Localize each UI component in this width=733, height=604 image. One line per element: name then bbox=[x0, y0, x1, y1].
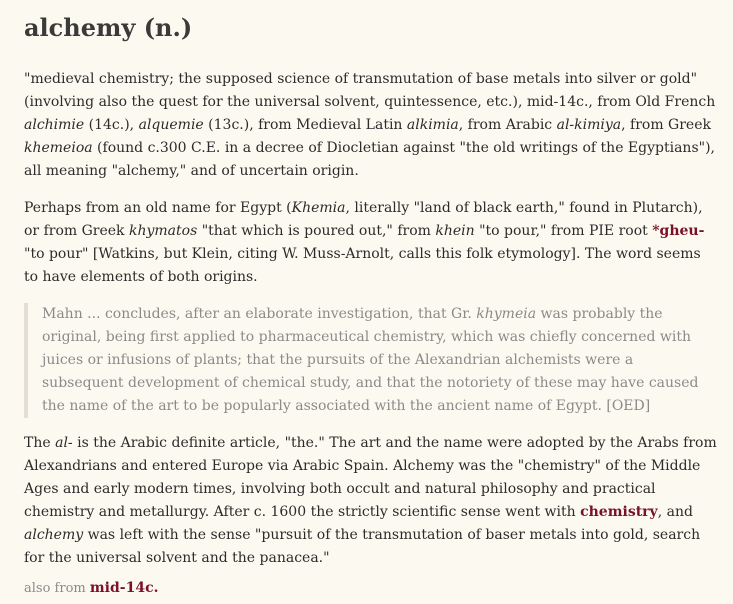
italic-word: alchimie bbox=[24, 117, 85, 133]
text-span: , from Greek bbox=[621, 117, 711, 133]
italic-word: khein bbox=[435, 223, 475, 239]
italic-word: Khemia bbox=[291, 200, 346, 216]
italic-word: al-kimiya bbox=[556, 117, 622, 133]
entry-title: alchemy (n.) bbox=[24, 13, 193, 42]
italic-word: al- bbox=[55, 435, 73, 451]
oed-quote bbox=[24, 303, 719, 418]
history-paragraph bbox=[24, 432, 719, 570]
text-span: "to pour" [Watkins, but Klein, citing W. Muss-Arnolt, calls this folk etymology]. The word seems to have elements of both origins. bbox=[24, 246, 701, 285]
text-span: "medieval chemistry; the supposed science of transmutation of base metals into silver or gold" (involving also the quest for the universal solvent, quintessence, etc.), mid-14c., from Old French bbox=[24, 71, 716, 110]
text-span: Perhaps from an old name for Egypt ( bbox=[24, 200, 292, 216]
text-span: "that which is poured out," from bbox=[197, 223, 436, 239]
text-span: , literally "land of black earth," found in Plutarch), or from Greek bbox=[24, 200, 703, 239]
text-span: Mahn ... concludes, after an elaborate investigation, that Gr. bbox=[42, 306, 477, 322]
definition-paragraph bbox=[24, 68, 719, 183]
text-span: The bbox=[24, 435, 56, 451]
gheu-root-link[interactable]: *gheu- bbox=[652, 223, 705, 239]
chemistry-link[interactable]: chemistry bbox=[580, 504, 658, 520]
text-span: , from Arabic bbox=[458, 117, 557, 133]
italic-word: khemeioa bbox=[24, 140, 93, 156]
text-span: (13c.), from Medieval Latin bbox=[203, 117, 407, 133]
text-span: (14c.), bbox=[84, 117, 139, 133]
text-span: was probably the original, being first applied to pharmaceutical chemistry, which was chiefly concerned with juices or infusions of plants; that the pursuits of the Alexandrian alchemists were a subsequent development of chemical study, and that the notoriety of these may have caused the name of the art to be popularly associated with the ancient name of Egypt. [OED] bbox=[42, 306, 699, 414]
italic-word: khymatos bbox=[128, 223, 198, 239]
also-from-label: also from bbox=[24, 581, 90, 596]
italic-word: alkimia bbox=[406, 117, 459, 133]
text-span: , and bbox=[657, 504, 693, 520]
text-span: "to pour," from PIE root bbox=[474, 223, 653, 239]
italic-word: alquemie bbox=[138, 117, 204, 133]
text-span: was left with the sense "pursuit of the transmutation of baser metals into gold, search for the universal solvent and the panacea." bbox=[24, 527, 701, 566]
also-from-line bbox=[24, 578, 719, 599]
text-span: is the Arabic definite article, "the." The art and the name were adopted by the Arabs from Alexandrians and entered Europe via Arabic Spain. Alchemy was the "chemistry" of the Middle Ages and early modern times, involving both occult and natural philosophy and practical chemistry and metallurgy. After c. 1600 the strictly scientific sense went with bbox=[24, 435, 717, 520]
text-span: (found c.300 C.E. in a decree of Diocletian against "the old writings of the Egyptians"), all meaning "alchemy," and of uncertain origin. bbox=[24, 140, 715, 179]
italic-word: khymeia bbox=[476, 306, 537, 322]
mid-14c-link[interactable]: mid-14c. bbox=[89, 580, 159, 596]
origin-paragraph bbox=[24, 197, 719, 289]
italic-word: alchemy bbox=[24, 527, 84, 543]
